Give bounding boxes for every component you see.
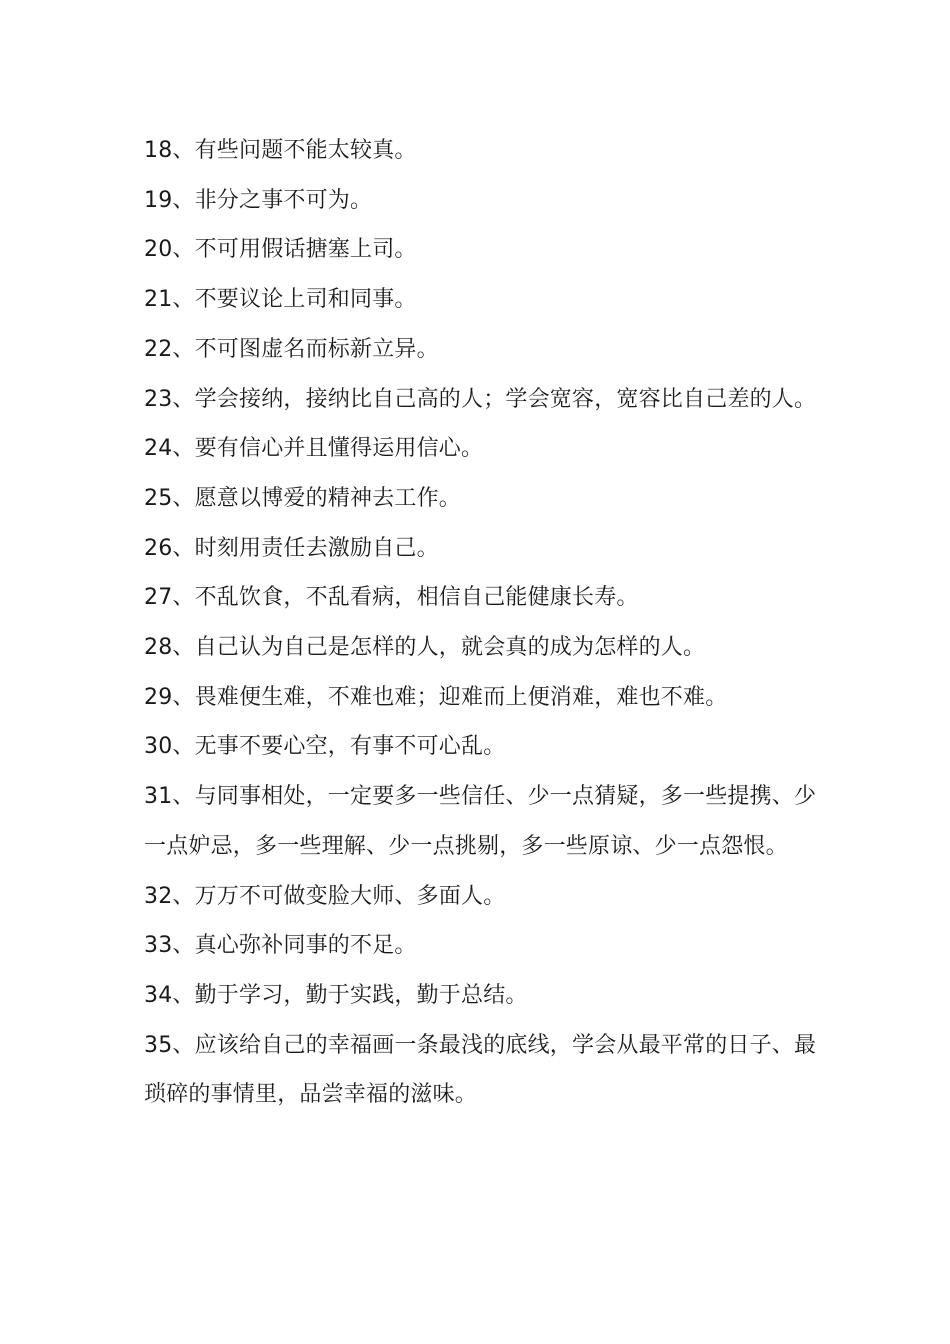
list-item: 19、非分之事不可为。: [144, 187, 373, 213]
list-item: 21、不要议论上司和同事。: [144, 287, 417, 313]
list-item: 22、不可图虚名而标新立异。: [144, 336, 439, 362]
list-item: 34、勤于学习，勤于实践，勤于总结。: [144, 982, 528, 1008]
list-item: 27、不乱饮食，不乱看病，相信自己能健康长寿。: [144, 585, 639, 611]
list-item: 32、万万不可做变脸大师、多面人。: [144, 883, 506, 909]
list-item: 20、不可用假话搪塞上司。: [144, 237, 417, 263]
list-item: 23、学会接纳，接纳比自己高的人；学会宽容，宽容比自己差的人。: [144, 386, 817, 412]
list-item: 24、要有信心并且懂得运用信心。: [144, 436, 484, 462]
list-item: 18、有些问题不能太较真。: [144, 138, 417, 163]
list-item: 33、真心弥补同事的不足。: [144, 933, 417, 959]
document-body: [144, 126, 826, 1120]
list-item: 26、时刻用责任去激励自己。: [144, 535, 439, 561]
list-item: 35、应该给自己的幸福画一条最浅的底线，学会从最平常的日子、最琐碎的事情里，品尝幸福的滋味。: [144, 1032, 817, 1108]
list-item: 30、无事不要心空，有事不可心乱。: [144, 734, 506, 760]
list-item: 31、与同事相处，一定要多一些信任、少一点猜疑，多一些提携、少一点妒忌，多一些理解、少一点挑剔，多一些原谅、少一点怨恨。: [144, 784, 817, 859]
list-item: 28、自己认为自己是怎样的人，就会真的成为怎样的人。: [144, 635, 706, 661]
list-item: 25、愿意以博爱的精神去工作。: [144, 485, 461, 511]
list-item: 29、畏难便生难，不难也难；迎难而上便消难，难也不难。: [144, 684, 728, 710]
